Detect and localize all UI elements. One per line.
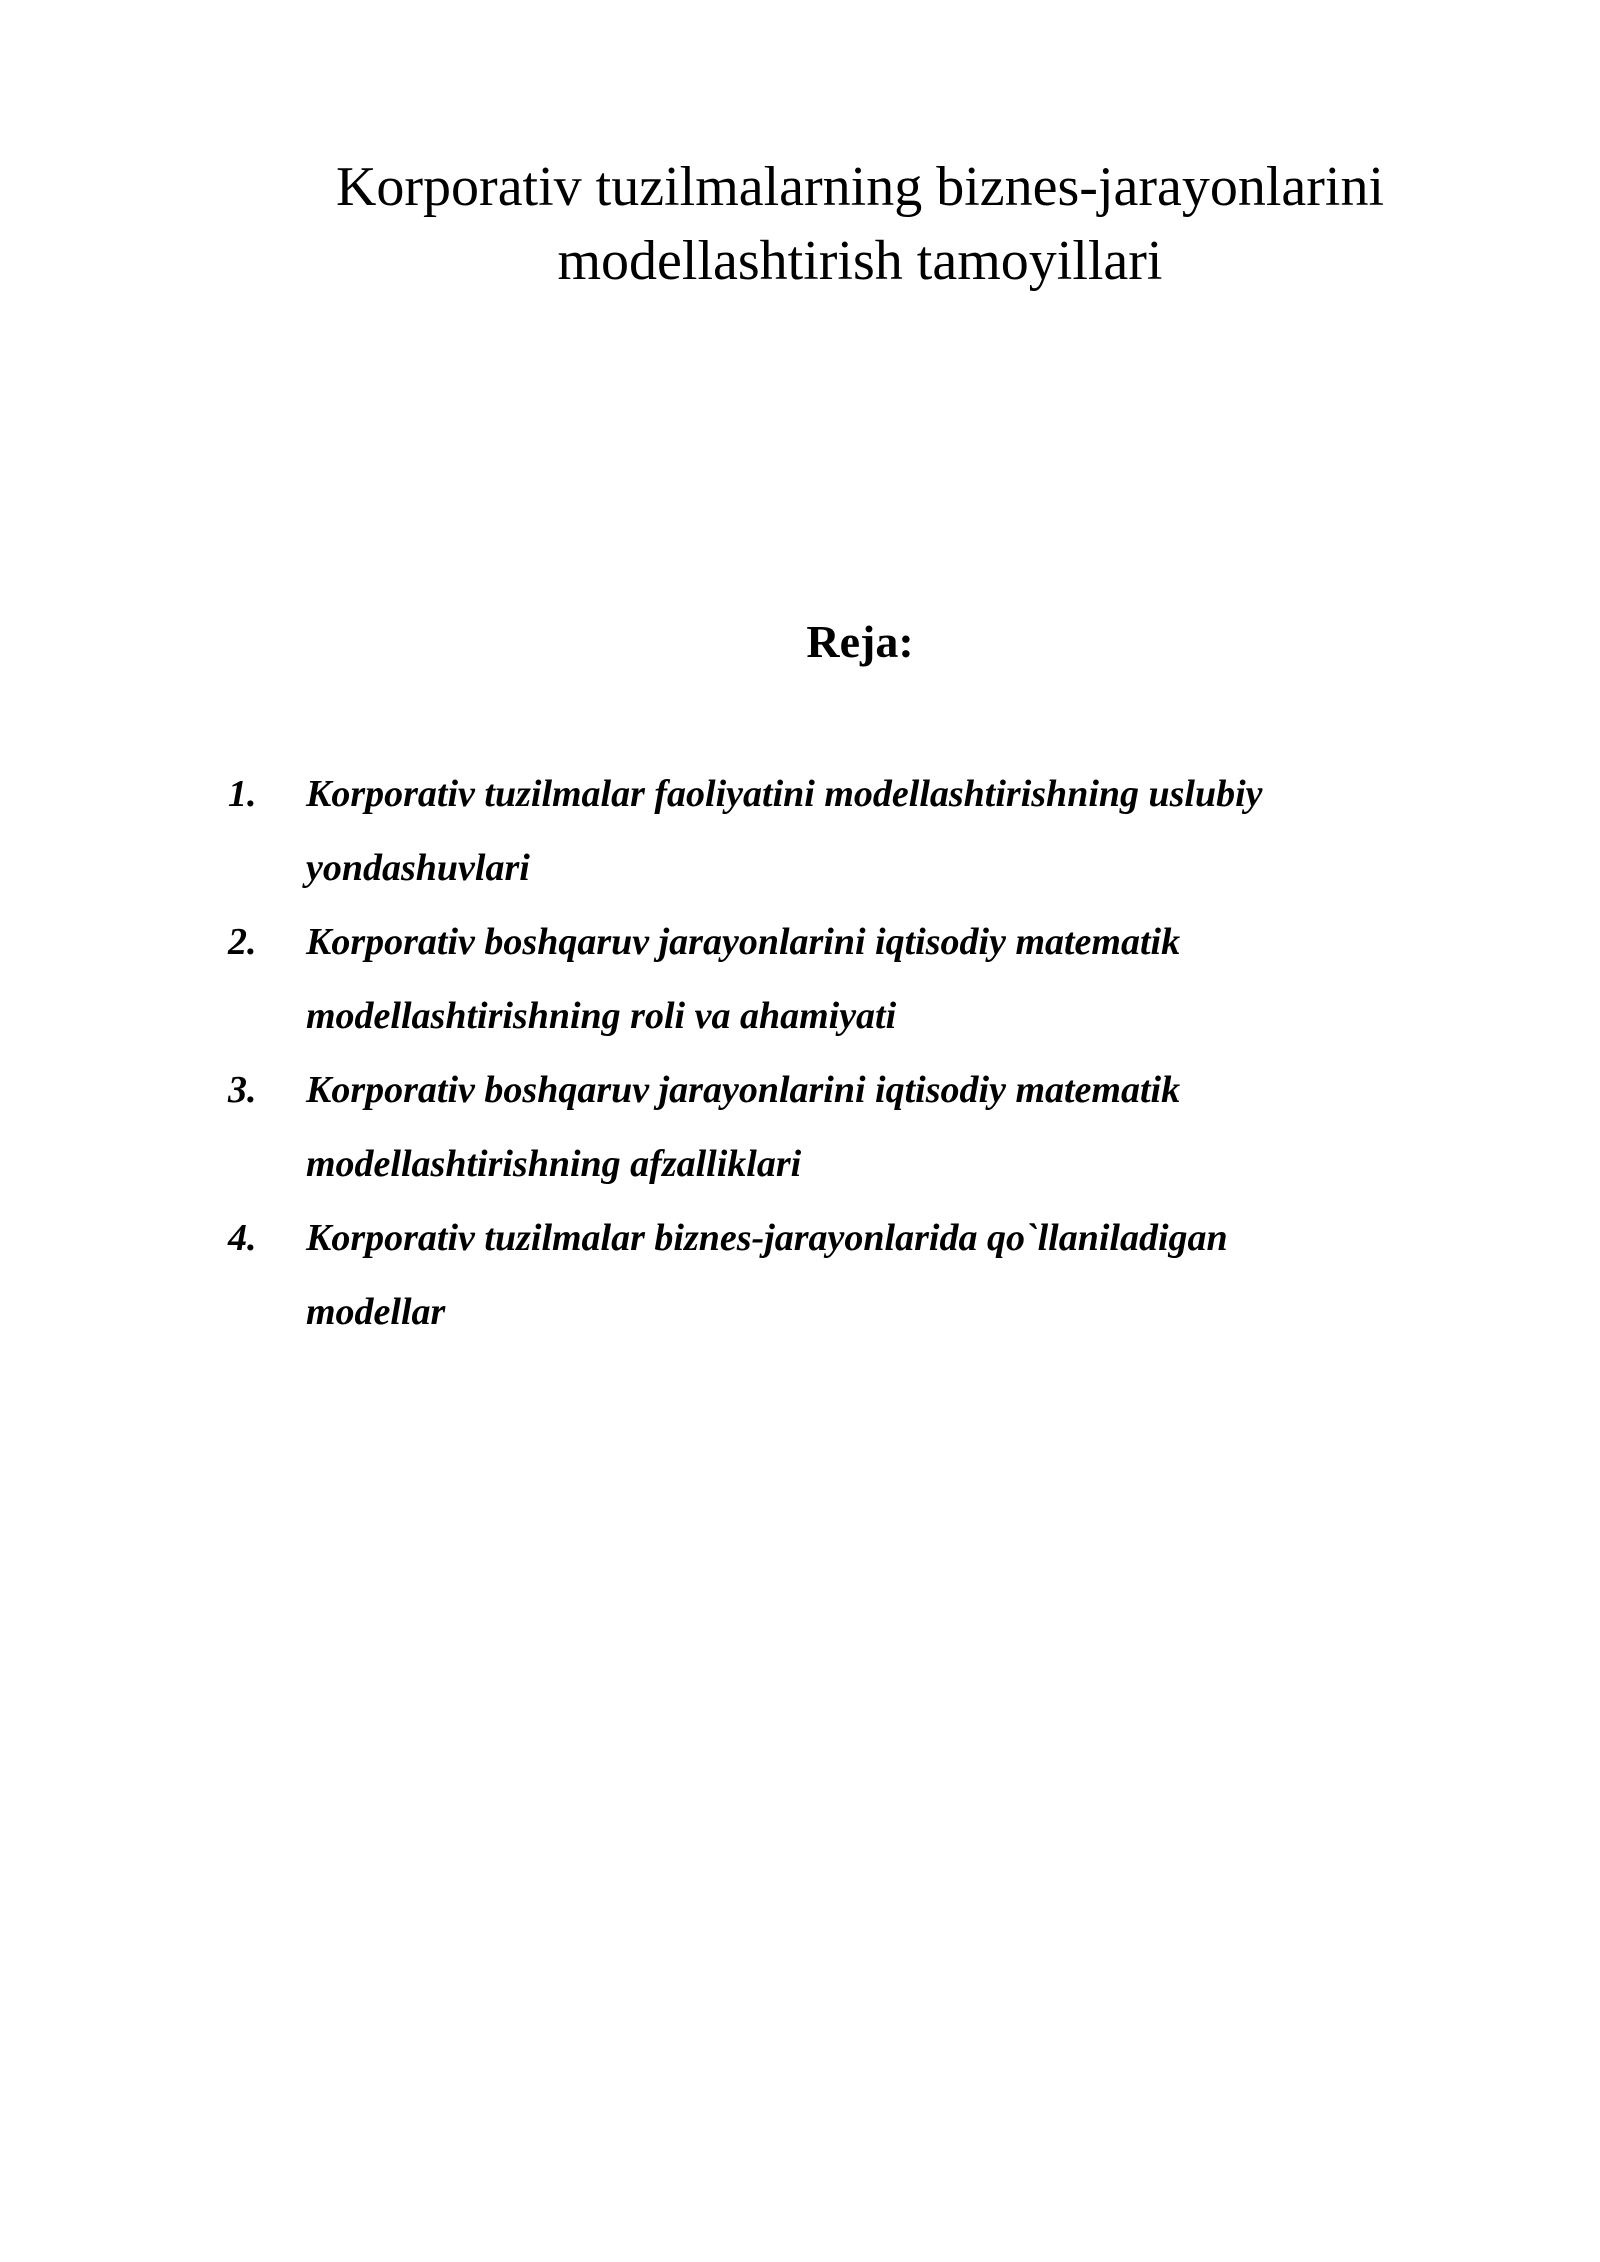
- plan-item-text-line: Korporativ tuzilmalar biznes-jarayonlarida qo`llaniladigan: [306, 1217, 1228, 1259]
- plan-list: [228, 757, 1428, 1349]
- plan-item-text-line: modellar: [306, 1291, 446, 1333]
- page-title: [280, 150, 1440, 298]
- plan-item-text-line: yondashuvlari: [306, 847, 530, 889]
- plan-item-text-line: Korporativ tuzilmalar faoliyatini modellashtirishning uslubiy: [306, 773, 1263, 815]
- plan-item-1: [228, 757, 1428, 905]
- title-line-1: Korporativ tuzilmalarning biznes-jarayonlarini: [335, 156, 1385, 218]
- plan-item-number: 3.: [228, 1069, 257, 1111]
- plan-item-4: [228, 1201, 1428, 1349]
- plan-item-text-line: Korporativ boshqaruv jarayonlarini iqtisodiy matematik: [306, 921, 1181, 963]
- plan-item-number: 1.: [228, 773, 257, 815]
- plan-heading: Reja:: [806, 616, 914, 667]
- plan-item-3: [228, 1053, 1428, 1201]
- plan-item-number: 2.: [228, 921, 257, 963]
- plan-item-text-line: Korporativ boshqaruv jarayonlarini iqtisodiy matematik: [306, 1069, 1181, 1111]
- title-line-2: modellashtirish tamoyillari: [557, 230, 1163, 292]
- plan-item-number: 4.: [228, 1217, 257, 1259]
- plan-item-2: [228, 905, 1428, 1053]
- plan-item-text-line: modellashtirishning roli va ahamiyati: [306, 995, 897, 1037]
- plan-item-text-line: modellashtirishning afzalliklari: [306, 1143, 802, 1185]
